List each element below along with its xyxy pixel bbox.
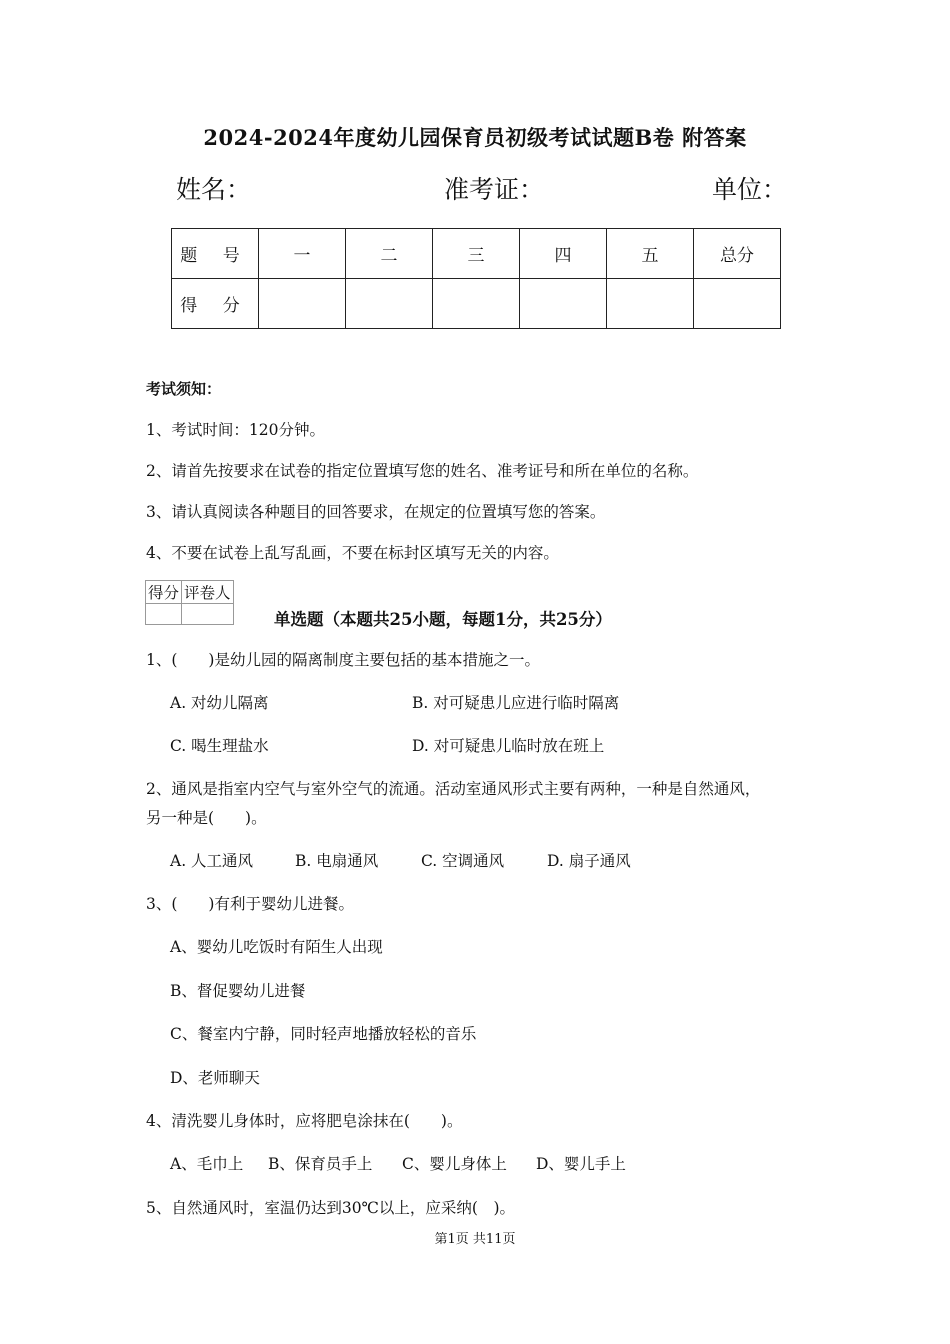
question-stem: 1、( )是幼儿园的隔离制度主要包括的基本措施之一。 [146,651,540,669]
answer-option[interactable]: C. 喝生理盐水 [170,737,269,755]
grader-reviewer-cell[interactable] [182,604,234,625]
score-input-cell[interactable] [520,279,607,329]
score-table-cell: 一 [259,229,346,279]
answer-option[interactable]: C. 空调通风 [421,852,505,870]
answer-option[interactable]: C、餐室内宁静，同时轻声地播放轻松的音乐 [170,1025,477,1043]
grader-score-cell[interactable] [146,604,182,625]
score-table [171,228,781,329]
grader-score-label: 得分 [146,581,182,604]
answer-option[interactable]: A. 人工通风 [170,852,254,870]
score-table-cell: 得 分 [172,279,259,329]
question-stem: 3、( )有利于婴幼儿进餐。 [146,895,354,913]
name-field-label: 姓名： [176,175,252,204]
unit-field-label: 单位： [712,175,788,204]
score-table-cell: 题 号 [172,229,259,279]
exam-number-field-label: 准考证： [444,175,545,204]
score-input-cell[interactable] [694,279,781,329]
answer-option[interactable]: B、督促婴幼儿进餐 [170,982,306,1000]
score-input-cell[interactable] [433,279,520,329]
score-table-score-row [172,279,781,329]
score-input-cell[interactable] [607,279,694,329]
score-table-cell: 三 [433,229,520,279]
score-table-cell: 总分 [694,229,781,279]
exam-title: 2024-2024年度幼儿园保育员初级考试试题B卷 附答案 [203,125,747,150]
grader-box [145,580,234,625]
answer-option[interactable]: D. 扇子通风 [547,852,631,870]
score-table-cell: 二 [346,229,433,279]
notice-title: 考试须知： [146,380,222,398]
answer-option[interactable]: D、老师聊天 [170,1069,260,1087]
answer-option[interactable]: D. 对可疑患儿临时放在班上 [412,737,605,755]
answer-option[interactable]: A、婴幼儿吃饭时有陌生人出现 [170,938,383,956]
answer-option[interactable]: C、婴儿身体上 [402,1155,507,1173]
question-stem-continued: 另一种是( )。 [146,809,267,827]
notice-item: 1、考试时间：120分钟。 [146,421,325,439]
answer-option[interactable]: A、毛巾上 [170,1155,244,1173]
answer-option[interactable]: B. 对可疑患儿应进行临时隔离 [412,694,620,712]
score-table-cell: 四 [520,229,607,279]
answer-option[interactable]: A. 对幼儿隔离 [170,694,269,712]
answer-option[interactable]: B. 电扇通风 [295,852,379,870]
grader-reviewer-label: 评卷人 [182,581,234,604]
section-title: 单选题（本题共25小题，每题1分，共25分） [274,610,612,629]
question-stem: 5、自然通风时，室温仍达到30℃以上，应采纳( )。 [146,1199,516,1217]
score-input-cell[interactable] [346,279,433,329]
question-stem: 2、通风是指室内空气与室外空气的流通。活动室通风形式主要有两种，一种是自然通风， [146,780,761,798]
page-footer: 第1页 共11页 [434,1232,516,1247]
answer-option[interactable]: B、保育员手上 [268,1155,373,1173]
answer-option[interactable]: D、婴儿手上 [536,1155,626,1173]
notice-item: 4、不要在试卷上乱写乱画，不要在标封区填写无关的内容。 [146,544,559,562]
notice-item: 3、请认真阅读各种题目的回答要求，在规定的位置填写您的答案。 [146,503,606,521]
score-input-cell[interactable] [259,279,346,329]
score-table-header-row [172,229,781,279]
notice-item: 2、请首先按要求在试卷的指定位置填写您的姓名、准考证号和所在单位的名称。 [146,462,699,480]
score-table-cell: 五 [607,229,694,279]
question-stem: 4、清洗婴儿身体时，应将肥皂涂抹在( )。 [146,1112,463,1130]
